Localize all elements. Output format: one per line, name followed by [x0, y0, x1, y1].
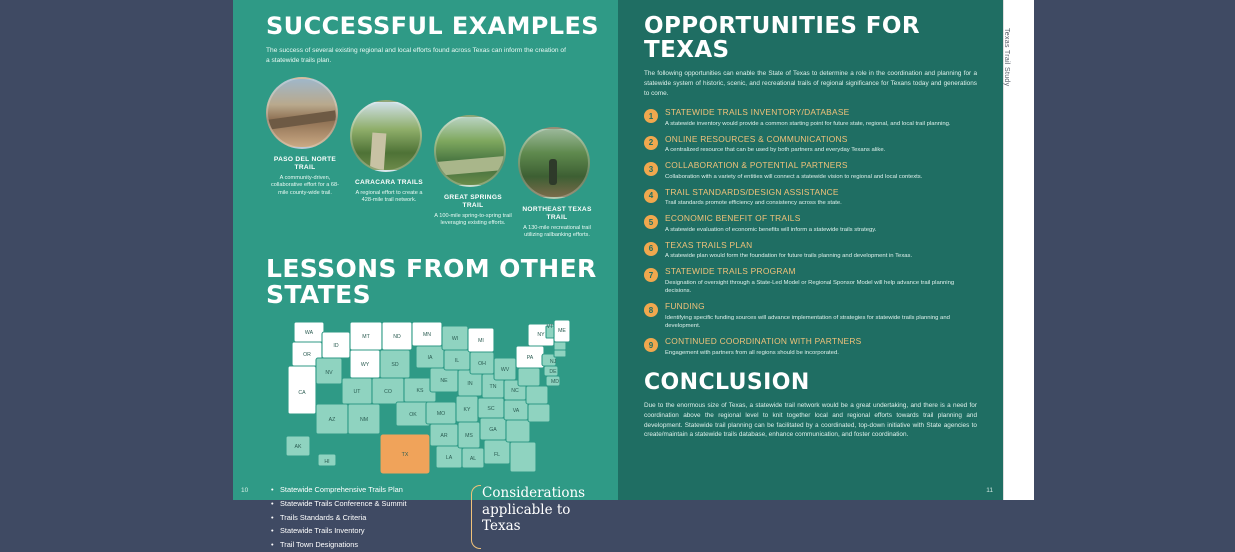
svg-text:NM: NM: [359, 417, 369, 424]
list-item: • Statewide Trails Conference & Summit: [280, 497, 465, 511]
list-item: [644, 135, 977, 155]
considerations-callout: Considerations applicable to Texas: [482, 485, 586, 535]
conclusion-text: Due to the enormous size of Texas, a statewide trail network would be a great undertaking, and there is a need for coordination above the regional level to knit together local and regional efforts towards trail planning and development. Statewide trail planning can be facilitated by a coordinated, top-down initiative with State agencies to create/maintain a statewide trails database, enhance communication, and foster coordination.: [644, 402, 977, 439]
svg-text:WA: WA: [304, 330, 314, 337]
svg-text:NV: NV: [325, 370, 333, 377]
svg-text:IA: IA: [427, 355, 433, 362]
example-item: [266, 77, 344, 239]
example-item: [518, 127, 596, 239]
lessons-bullet-list: [266, 483, 465, 551]
svg-text:OR: OR: [303, 352, 311, 359]
svg-text:NJ: NJ: [549, 359, 557, 366]
map-svg: [266, 314, 621, 479]
example-name: PASO DEL NORTE TRAIL: [273, 156, 337, 172]
example-name: CARACARA TRAILS: [355, 179, 423, 187]
svg-text:ND: ND: [393, 334, 401, 341]
page-title-conclusion: CONCLUSION: [644, 370, 810, 396]
opportunity-number-badge: 2: [644, 136, 658, 150]
example-name: NORTHEAST TEXAS TRAIL: [522, 206, 592, 222]
svg-text:UT: UT: [353, 389, 361, 396]
svg-text:TN: TN: [489, 384, 497, 391]
svg-text:NC: NC: [511, 388, 519, 395]
svg-text:LA: LA: [445, 455, 453, 462]
svg-text:SD: SD: [391, 362, 399, 369]
svg-text:PA: PA: [526, 355, 534, 362]
opportunity-desc: Engagement with partners from all regions should be incorporated.: [665, 349, 839, 356]
opportunity-number-badge: 4: [644, 189, 658, 203]
svg-text:OK: OK: [409, 412, 417, 419]
svg-text:DE: DE: [549, 369, 557, 376]
list-item: [644, 267, 977, 295]
opportunity-title: FUNDING: [665, 301, 705, 312]
list-item: [644, 302, 977, 330]
opportunity-number-badge: 8: [644, 303, 658, 317]
list-item: • Statewide Trails Inventory: [280, 524, 465, 538]
photo-cyclists-icon: [350, 100, 422, 172]
successful-examples-intro: The success of several existing regional and local efforts found across Texas can inform the creation of a statewide trails plan.: [266, 47, 566, 64]
opportunity-desc: A statewide inventory would provide a common starting point for future state, regional, and local trail planning.: [665, 120, 951, 127]
left-page: [233, 0, 618, 549]
brace-icon: [467, 485, 475, 547]
opportunity-desc: Collaboration with a variety of entities will connect a statewide vision to regional and local contexts.: [665, 173, 923, 180]
us-states-map: [266, 314, 621, 479]
svg-text:CO: CO: [384, 389, 392, 396]
svg-text:SC: SC: [487, 406, 495, 413]
opportunities-list: [644, 108, 977, 357]
page-title-lessons: LESSONS FROM OTHER STATES: [266, 253, 597, 309]
opportunities-intro: The following opportunities can enable the State of Texas to determine a role in the coordination and planning for a statewide system of historic, scenic, and recreational trails of regional significance for Texans today and generations to come.: [644, 70, 977, 97]
side-tab-label: Texas Trail Study: [1003, 28, 1010, 87]
list-item: [644, 161, 977, 181]
opportunity-number-badge: 7: [644, 268, 658, 282]
svg-text:FL: FL: [493, 452, 501, 459]
example-desc: A 100-mile spring-to-spring trail leveraging existing efforts.: [434, 213, 512, 227]
svg-text:MO: MO: [436, 411, 446, 418]
opportunity-title: TRAIL STANDARDS/DESIGN ASSISTANCE: [665, 186, 839, 197]
example-item: [434, 115, 512, 239]
opportunity-title: CONTINUED COORDINATION WITH PARTNERS: [665, 336, 862, 347]
svg-text:AZ: AZ: [328, 417, 336, 424]
opportunity-desc: A centralized resource that can be used by both partners and everyday Texans alike.: [665, 147, 886, 154]
svg-text:WY: WY: [360, 362, 370, 369]
svg-text:VT: VT: [546, 324, 554, 331]
opportunity-desc: A statewide evaluation of economic benefits will inform a statewide trails strategy.: [665, 226, 877, 233]
opportunity-desc: Designation of oversight through a State-Led Model or Regional Sponsor Model will help advance trail planning decisions.: [665, 279, 955, 295]
svg-text:MI: MI: [478, 338, 484, 345]
list-item: [644, 214, 977, 234]
svg-text:IL: IL: [454, 358, 460, 365]
svg-text:MT: MT: [362, 334, 370, 341]
opportunity-desc: Trail standards promote efficiency and consistency across the state.: [665, 200, 842, 207]
list-item: • Statewide Comprehensive Trails Plan: [280, 483, 465, 497]
photo-trail-icon: [266, 77, 338, 149]
svg-text:WI: WI: [451, 336, 459, 343]
photo-springs-icon: [434, 115, 506, 187]
lessons-summary: [266, 483, 602, 551]
svg-text:AK: AK: [294, 444, 302, 451]
opportunity-desc: Identifying specific funding sources will advance implementation of strategies for statewide trails planning and development.: [665, 314, 950, 330]
list-item: [644, 337, 977, 357]
opportunity-number-badge: 1: [644, 109, 658, 123]
list-item: • Trails Standards & Criteria: [280, 511, 465, 525]
opportunity-title: TEXAS TRAILS PLAN: [665, 239, 753, 250]
example-desc: A regional effort to create a 428-mile trail network.: [355, 190, 423, 204]
svg-text:TX: TX: [401, 452, 409, 459]
list-item: [644, 241, 977, 261]
opportunity-title: ONLINE RESOURCES & COMMUNICATIONS: [665, 133, 848, 144]
right-page: [618, 0, 1003, 500]
svg-text:IN: IN: [467, 381, 473, 388]
opportunity-number-badge: 5: [644, 215, 658, 229]
list-item: • Trail Town Designations: [280, 538, 465, 552]
svg-text:NE: NE: [440, 378, 448, 385]
page-number-left: 10: [241, 487, 249, 494]
document-spread: [233, 0, 1003, 549]
opportunity-number-badge: 6: [644, 242, 658, 256]
opportunity-title: COLLABORATION & POTENTIAL PARTNERS: [665, 160, 848, 171]
svg-text:MN: MN: [422, 332, 432, 339]
opportunity-title: STATEWIDE TRAILS PROGRAM: [665, 266, 796, 277]
list-item: [644, 188, 977, 208]
opportunity-number-badge: 9: [644, 338, 658, 352]
svg-text:ID: ID: [333, 343, 339, 350]
page-title-successful-examples: SUCCESSFUL EXAMPLES: [266, 12, 599, 40]
svg-text:MS: MS: [465, 433, 473, 440]
example-item: [350, 100, 428, 239]
opportunity-title: STATEWIDE TRAILS INVENTORY/DATABASE: [665, 107, 850, 118]
svg-text:AL: AL: [469, 456, 477, 463]
document-side-tab: [1003, 0, 1034, 500]
page-number-right: 11: [986, 487, 993, 494]
opportunity-title: ECONOMIC BENEFIT OF TRAILS: [665, 213, 801, 224]
svg-text:VA: VA: [512, 408, 520, 415]
examples-row: [266, 77, 602, 239]
svg-text:KS: KS: [416, 388, 424, 395]
svg-text:ME: ME: [558, 328, 566, 335]
svg-text:GA: GA: [489, 427, 497, 434]
example-desc: A community-driven, collaborative effort for a 68-mile county-wide trail.: [271, 175, 339, 196]
example-name: GREAT SPRINGS TRAIL: [444, 194, 502, 210]
svg-text:NY: NY: [537, 332, 545, 339]
opportunity-desc: A statewide plan would form the foundation for future trails planning and development in Texas.: [665, 253, 913, 260]
page-title-opportunities: OPPORTUNITIES FOR TEXAS: [644, 13, 920, 64]
svg-text:KY: KY: [463, 407, 471, 414]
photo-railtrail-icon: [518, 127, 590, 199]
svg-text:OH: OH: [478, 361, 486, 368]
svg-text:AR: AR: [440, 433, 448, 440]
list-item: [644, 108, 977, 128]
svg-text:WV: WV: [500, 367, 510, 374]
opportunity-number-badge: 3: [644, 162, 658, 176]
svg-text:HI: HI: [324, 459, 330, 466]
svg-text:MD: MD: [550, 379, 560, 386]
example-desc: A 130-mile recreational trail utilizing railbanking efforts.: [523, 225, 591, 239]
svg-text:CA: CA: [298, 390, 306, 397]
